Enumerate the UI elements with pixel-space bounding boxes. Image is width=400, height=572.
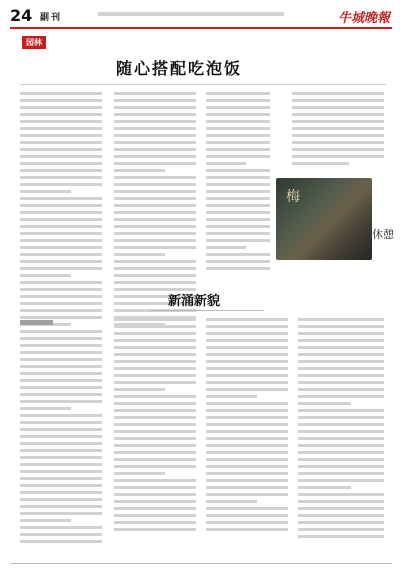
article-column xyxy=(20,92,102,330)
article-column xyxy=(298,318,384,542)
footer-rule xyxy=(10,563,392,564)
photo-caption: 休憩 xyxy=(372,228,394,241)
article-column xyxy=(20,318,102,547)
page-number: 24 xyxy=(10,6,33,25)
page-header xyxy=(10,6,392,28)
photo-mark: 梅 xyxy=(286,189,303,205)
section-title: 新涌新貌 xyxy=(168,294,221,309)
article-column xyxy=(114,318,196,535)
headline-rule xyxy=(20,84,386,85)
article-column xyxy=(206,92,270,274)
masthead: 牛城晚報 xyxy=(337,11,390,26)
article-column xyxy=(206,318,288,535)
dateline xyxy=(98,12,284,16)
article-column xyxy=(292,92,384,169)
header-rule xyxy=(10,27,392,29)
headline: 随心搭配吃泡饭 xyxy=(116,59,243,78)
section-name: 副刊 xyxy=(40,13,63,23)
column-tag: 园林 xyxy=(22,36,46,49)
section-rule xyxy=(150,310,264,311)
